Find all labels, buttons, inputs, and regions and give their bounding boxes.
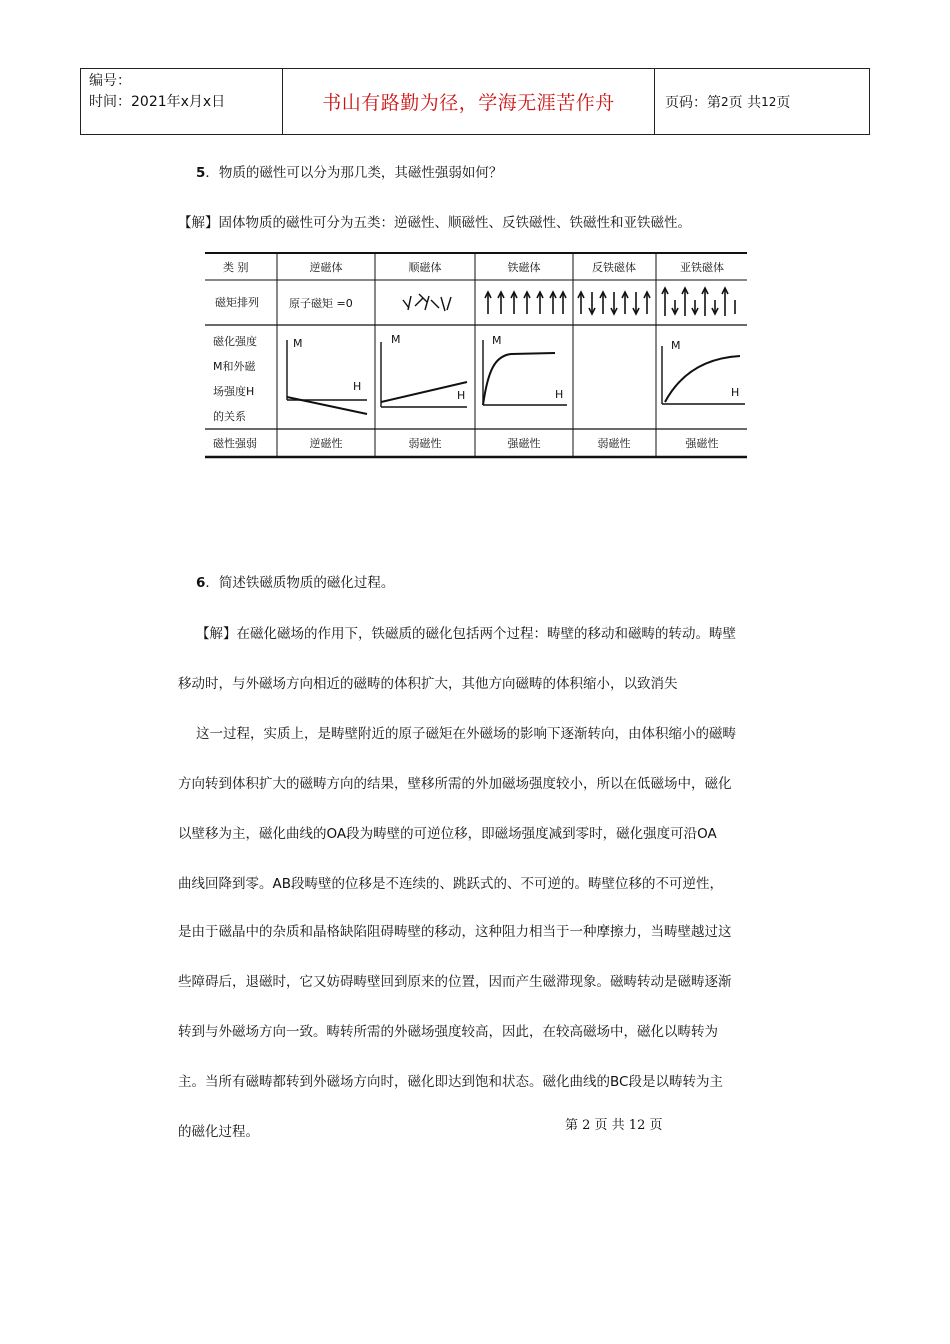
row-header-category: 类 别 [223,261,249,274]
answer-6-line-3: 这一过程，实质上，是畴壁附近的原子磁矩在外磁场的影响下逐渐转向，由体积缩小的磁畴 [196,726,736,742]
code-label: 编号： [89,73,131,89]
answer-6-line-4: 方向转到体积扩大的磁畴方向的结果，壁移所需的外加磁场强度较小，所以在低磁场中，磁化 [178,776,732,792]
paramagnet-moments-icon [403,294,451,311]
answer-6-line-11: 的磁化过程。 [178,1124,259,1140]
question-6-number: 6 [196,575,206,591]
page-footer: 第 2 页 共 12 页 [565,1118,663,1133]
answer-6-line-5: 以壁移为主，磁化曲线的OA段为畴壁的可逆位移，即磁场强度减到零时，磁化强度可沿OA [178,826,717,842]
answer-6-line-8: 些障碍后，退磁时，它又妨碍畴壁回到原来的位置，因而产生磁滞现象。磁畴转动是磁畴逐渐 [178,974,732,990]
answer-6-line-7: 是由于磁晶中的杂质和晶格缺陷阻碍畴壁的移动，这种阻力相当于一种摩擦力，当畴壁越过这 [178,924,732,940]
category-paramagnet: 顺磁体 [408,261,442,274]
ferromagnet-axis-m: M [492,334,502,347]
row-header-strength: 磁性强弱 [213,437,257,450]
question-6-text: ．简述铁磁质物质的磁化过程。 [205,575,395,591]
paramagnet-axis-m: M [391,333,401,346]
paramagnet-axis-h: H [457,389,466,402]
question-5-number: 5 [196,165,206,181]
answer-6-line-2: 移动时，与外磁场方向相近的磁畴的体积扩大，其他方向磁畴的体积缩小，以致消失 [178,676,678,692]
question-5 [196,161,502,181]
page-prefix: 页码：第 [665,94,721,111]
strength-antiferromagnet: 弱磁性 [597,437,631,450]
page-suffix: 页 [776,94,791,111]
question-6 [196,571,394,591]
ferromagnet-moments-icon [485,292,566,314]
strength-ferromagnet: 强磁性 [507,437,541,450]
strength-paramagnet: 弱磁性 [408,437,442,450]
row-header-relation-2: M和外磁 [213,360,256,373]
answer-5-text: 固体物质的磁性可分为五类：逆磁性、顺磁性、反铁磁性、铁磁性和亚铁磁性。 [218,215,691,231]
row-header-relation-1: 磁化强度 [213,335,257,348]
page-total: 12 [761,94,777,109]
motto: 书山有路勤为径，学海无涯苦作舟 [283,69,655,134]
header-box [80,68,870,135]
paramagnet-mh-graph [381,333,467,407]
diamagnet-moment-text: 原子磁矩 =0 [289,297,353,310]
answer-6-text-1: 在磁化磁场的作用下，铁磁质的磁化包括两个过程：畴壁的移动和磁畴的转动。畴壁 [236,626,736,642]
answer-5 [178,211,691,231]
page-mid: 页 共 [728,94,762,111]
row-header-relation-4: 的关系 [213,410,246,423]
ferrimagnet-moments-icon [662,288,735,316]
row-header-relation-3: 场强度H [213,385,255,398]
row-header-moment: 磁矩排列 [215,296,259,309]
answer-6-line-6: 曲线回降到零。AB段畴壁的位移是不连续的、跳跃式的、不可逆的。畴壁位移的不可逆性， [178,876,723,892]
ferrimagnet-axis-h: H [731,386,740,399]
answer-6-line-10: 主。当所有磁畴都转到外磁场方向时，磁化即达到饱和状态。磁化曲线的BC段是以畴转为主 [178,1074,723,1090]
category-ferrimagnet: 亚铁磁体 [680,261,724,274]
page-indicator [655,69,869,134]
ferromagnet-mh-graph [483,334,567,405]
time-label: 时间：2021年x月x日 [89,94,226,110]
category-antiferromagnet: 反铁磁体 [592,261,636,274]
strength-ferrimagnet: 强磁性 [685,437,719,450]
answer-6-line-9: 转到与外磁场方向一致。畴转所需的外磁场强度较高，因此，在较高磁场中，磁化以畴转为 [178,1024,718,1040]
magnetism-table [205,252,750,464]
strength-diamagnet: 逆磁性 [309,437,343,450]
ferromagnet-axis-h: H [555,388,564,401]
category-diamagnet: 逆磁体 [309,261,343,274]
answer-6-tag: 【解】 [196,626,237,642]
diamagnet-axis-h: H [353,380,362,393]
antiferromagnet-moments-icon [578,292,650,314]
diamagnet-mh-graph [287,337,367,414]
question-5-text: ．物质的磁性可以分为那几类，其磁性强弱如何？ [205,165,503,181]
answer-6-line-1 [196,622,736,642]
ferrimagnet-mh-graph [662,339,745,404]
header-left-cell [81,69,283,134]
ferrimagnet-axis-m: M [671,339,681,352]
category-ferromagnet: 铁磁体 [507,261,541,274]
page-number: 2 [721,94,729,109]
diamagnet-axis-m: M [293,337,303,350]
answer-5-tag: 【解】 [178,215,219,231]
